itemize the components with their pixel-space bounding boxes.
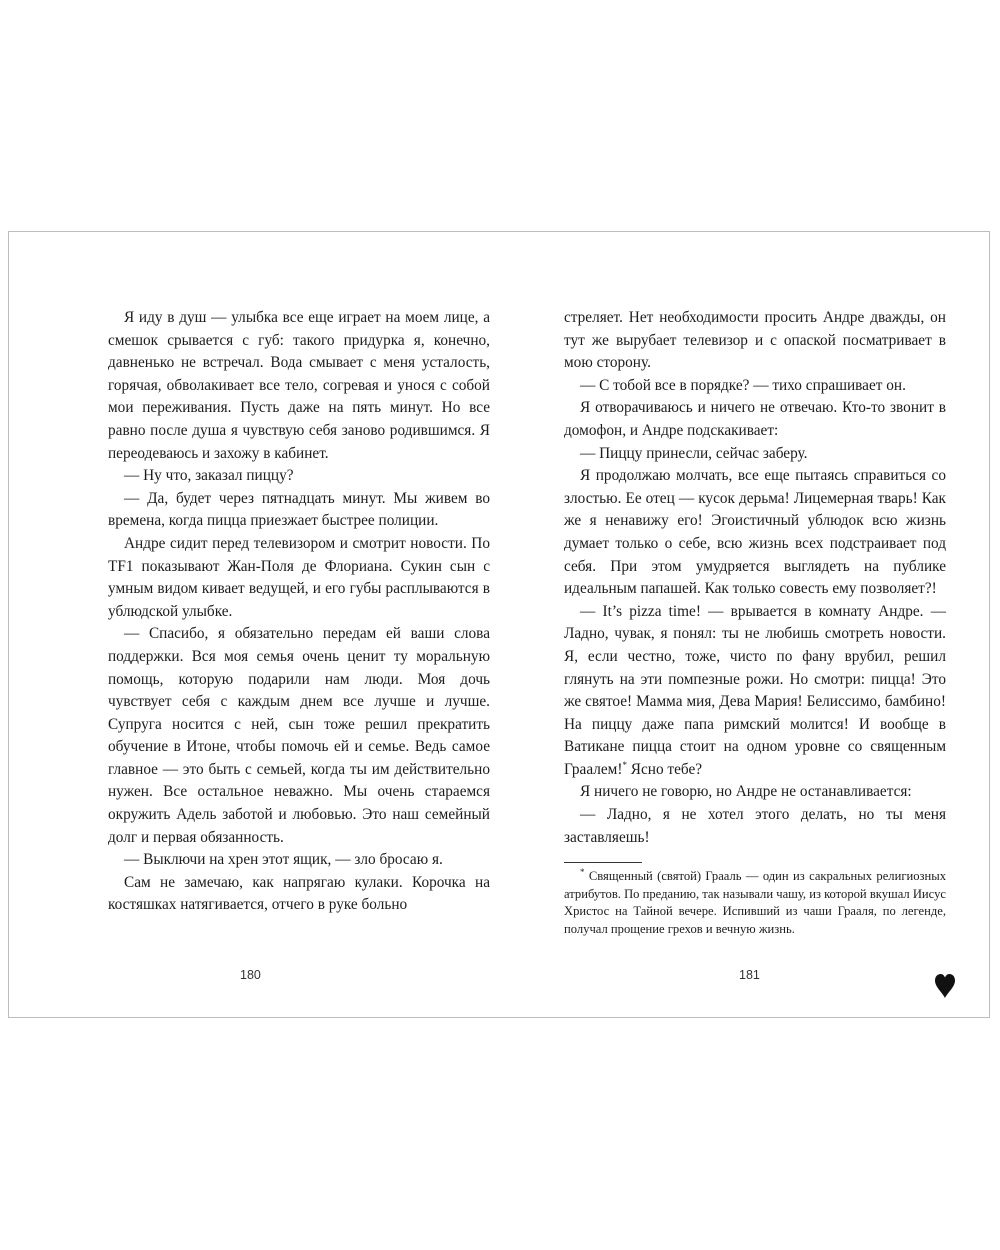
paragraph [564, 601, 946, 782]
paragraph-text: Ясно тебе? [630, 760, 703, 778]
paragraph: — Ладно, я не хотел этого делать, но ты меня заставляешь! [564, 806, 946, 846]
heart-icon [934, 973, 956, 999]
footnote-marker: * [622, 759, 627, 770]
page-number-right: 181 [739, 968, 760, 982]
page-number-left: 180 [240, 968, 261, 982]
paragraph: — Спасибо, я обязательно передам ей ваши слова поддержки. Вся моя семья очень ценит ту моральную помощь, которую подарили нам люди. Моя дочь чувствует себя с каждым днем все лучше и лучше. Супруга носится с ней, сын тоже решил прекратить обучение в Итоне, чтобы помочь ей и семье. Ведь самое главное — это быть с семьей, когда ты им действительно нужен. Все остальное неважно. Мы очень стараемся окружить Адель заботой и любовью. Это наш семейный долг и первая обязанность. [108, 625, 490, 846]
paragraph: Я продолжаю молчать, все еще пытаясь справиться со злостью. Ее отец — кусок дерьма! Лицемерная тварь! Как же я ненавижу его! Эгоистичный ублюдок всю жизнь думает только о себе, всю жизнь всех подстраивает под себя. При этом умудряется выглядеть на публике идеальным папашей. Как только совесть ему позволяет?! [564, 467, 946, 598]
paragraph: Андре сидит перед телевизором и смотрит новости. По TF1 показывают Жан-Поля де Флориана. Сукин сын с умным видом кивает ведущей, и его губы расплываются в ублюдской улыбке. [108, 534, 490, 620]
paragraph: стреляет. Нет необходимости просить Андре дважды, он тут же вырубает телевизор и с опаской посматривает в мою сторону. [564, 309, 946, 372]
paragraph: — Выключи на хрен этот ящик, — зло бросаю я. [124, 851, 443, 869]
footnote-marker: * [580, 867, 585, 878]
paragraph: — С тобой все в порядке? — тихо спрашивает он. [580, 376, 906, 394]
paragraph: Я иду в душ — улыбка все еще играет на моем лице, а смешок срывается с губ: такого придурка я, конечно, давненько не встречал. Вода смывает с меня усталость, горячая, обволакивает все тело, согревая и унося с собой мои переживания. Пусть даже на пять минут. Но все равно после душа я чувствую себя заново родившимся. Я переодеваюсь и захожу в кабинет. [108, 309, 490, 462]
left-page [108, 307, 490, 917]
paragraph: — Да, будет через пятнадцать минут. Мы живем во времена, когда пицца приезжает быстрее полиции. [108, 489, 490, 530]
paragraph: Я отворачиваюсь и ничего не отвечаю. Кто-то звонит в домофон, и Андре подскакивает: [564, 399, 946, 439]
footnote-text: Священный (святой) Грааль — один из сакральных религиозных атрибутов. По преданию, так называли чашу, из которой вкушал Иисус Христос на Тайной вечере. Испивший из чаши Грааля, по легенде, получал прощение грехов и вечную жизнь. [564, 869, 946, 937]
paragraph-text: — It’s pizza time! — врывается в комнату Андре. — Ладно, чувак, я понял: ты не любишь смотреть новости. Я, если честно, тоже, чисто по фану врубил, решил глянуть на эти помпезные рожи. Но смотри: пицца! Это же святое! Мамма мия, Дева Мария! Белиссимо, бамбино! На пиццу даже папа римский молится! И вообще в Ватикане пицца стоит на одном уровне со священным Граалем! [564, 602, 946, 778]
footnote-divider [564, 862, 642, 863]
book-spread [8, 231, 990, 1018]
paragraph: — Ну что, заказал пиццу? [124, 467, 294, 485]
paragraph: — Пиццу принесли, сейчас заберу. [580, 444, 808, 462]
footnote [564, 868, 946, 938]
paragraph: Я ничего не говорю, но Андре не останавливается: [580, 783, 912, 801]
paragraph: Сам не замечаю, как напрягаю кулаки. Корочка на костяшках натягивается, отчего в руке больно [108, 873, 490, 914]
right-page [564, 307, 946, 939]
